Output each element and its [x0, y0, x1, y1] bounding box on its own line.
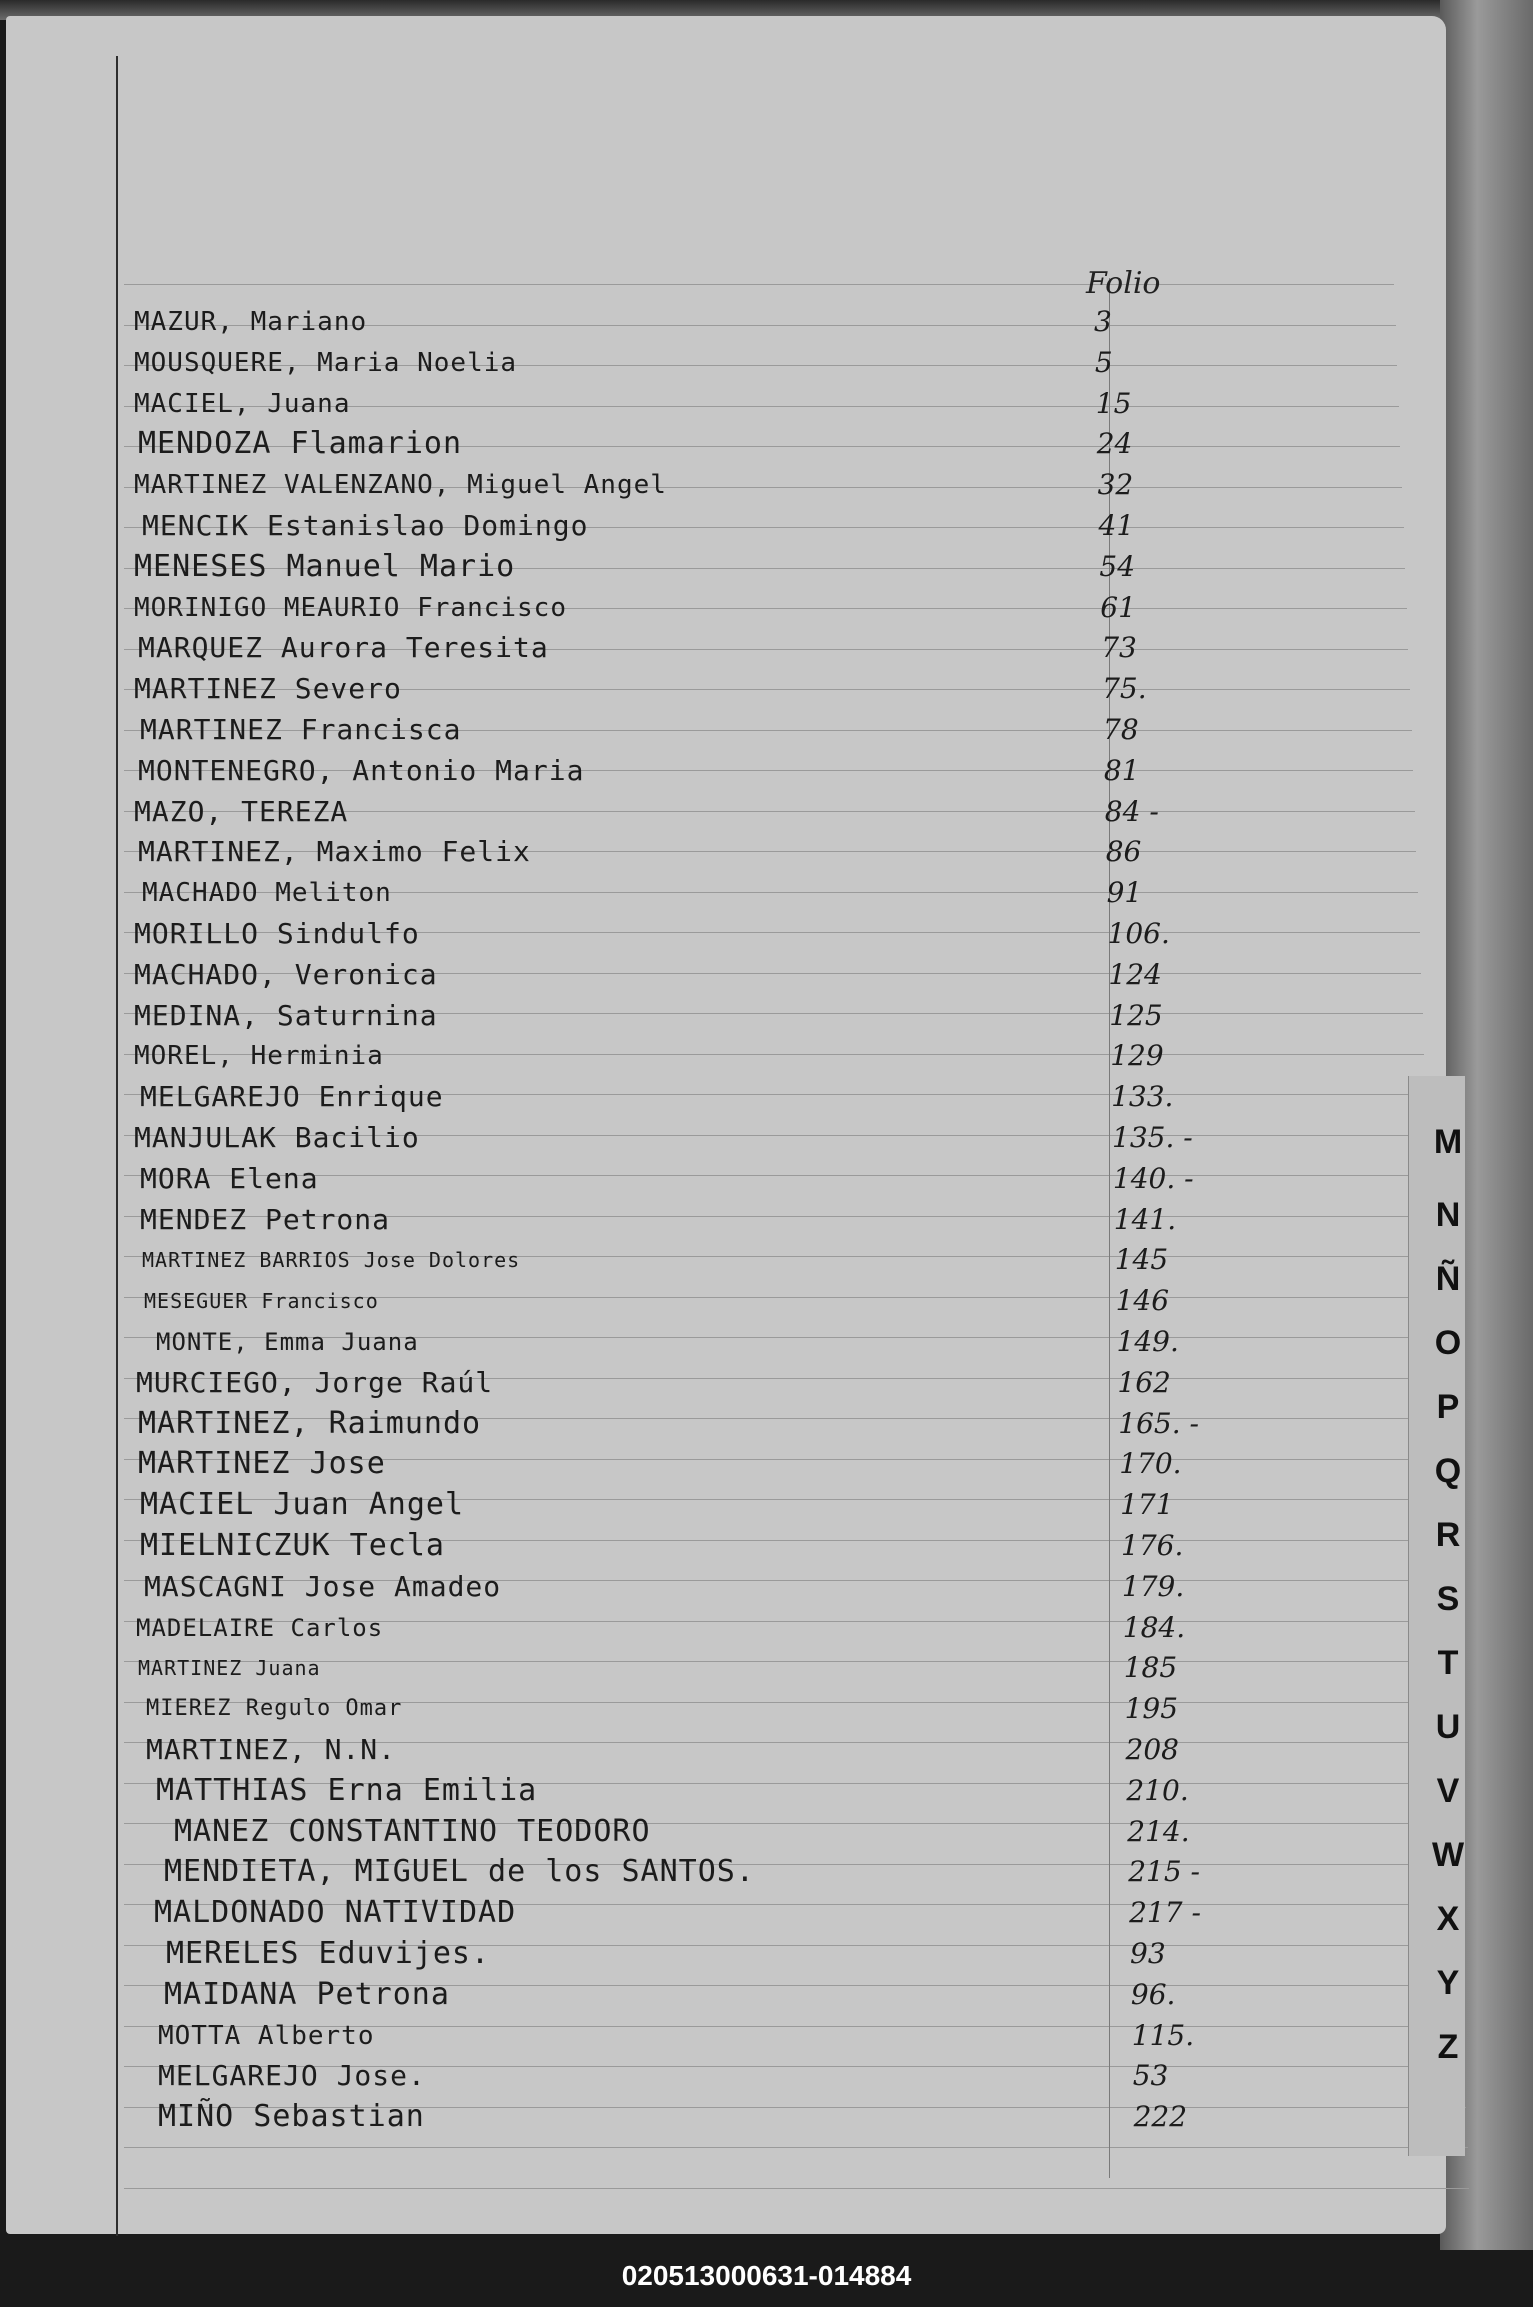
- ledger-entry: [6, 1200, 1506, 1240]
- ledger-entry: [6, 424, 1506, 464]
- entry-name: MIELNICZUK Tecla: [140, 1528, 445, 1563]
- entry-name: MALDONADO NATIVIDAD: [154, 1895, 517, 1931]
- entry-folio: 41: [1098, 509, 1135, 542]
- entry-name: MAIDANA Petrona: [164, 1976, 450, 2012]
- entry-name: MENDEZ Petrona: [140, 1202, 391, 1236]
- entry-name: MARTINEZ Jose: [138, 1446, 386, 1482]
- ledger-entry: [6, 1812, 1506, 1852]
- entry-name: MOREL, Herminia: [134, 1041, 384, 1072]
- ledger-entry: [6, 873, 1506, 913]
- entry-folio: 96.: [1130, 1977, 1176, 2011]
- entry-name: MATTHIAS Erna Emilia: [156, 1772, 538, 1808]
- index-tab[interactable]: Y: [1436, 1964, 1460, 2002]
- entry-folio: 125: [1109, 998, 1163, 1032]
- ledger-entry: [6, 1322, 1506, 1362]
- entry-folio: 208: [1125, 1733, 1179, 1766]
- entry-folio: 162: [1117, 1365, 1171, 1399]
- ledger-entry: [6, 547, 1506, 587]
- entry-name: MENDIETA, MIGUEL de los SANTOS.: [164, 1854, 755, 1890]
- ledger-entry: [6, 1771, 1506, 1811]
- entry-name: MIÑO Sebastian: [158, 2099, 425, 2135]
- entry-folio: 222: [1133, 2100, 1188, 2134]
- entry-name: MARTINEZ, Maximo Felix: [138, 835, 531, 869]
- entry-folio: 170.: [1119, 1447, 1182, 1481]
- index-tab[interactable]: Z: [1437, 2028, 1459, 2066]
- ledger-entry: [6, 302, 1506, 342]
- entry-folio: 146: [1115, 1284, 1170, 1318]
- entry-folio: 3: [1094, 305, 1112, 338]
- entry-folio: 86: [1105, 835, 1142, 869]
- ledger-entry: [6, 1077, 1506, 1117]
- entry-name: MOUSQUERE, Maria Noelia: [134, 347, 518, 378]
- ruled-line: [124, 2188, 1469, 2189]
- ledger-entry: [6, 710, 1506, 750]
- index-tab[interactable]: P: [1436, 1388, 1460, 1426]
- index-tab[interactable]: N: [1435, 1196, 1461, 1234]
- entry-name: MARTINEZ, Raimundo: [138, 1405, 482, 1441]
- ledger-entry: [6, 751, 1506, 791]
- entry-folio: 214.: [1127, 1814, 1190, 1848]
- entry-name: MORINIGO MEAURIO Francisco: [134, 592, 567, 623]
- entry-name: MANJULAK Bacilio: [134, 1121, 420, 1154]
- entry-name: MASCAGNI Jose Amadeo: [144, 1569, 502, 1603]
- entry-folio: 141.: [1113, 1202, 1177, 1236]
- entry-folio: 81: [1103, 753, 1140, 787]
- ledger-entry: [6, 1240, 1506, 1280]
- entry-folio: 129: [1110, 1039, 1164, 1073]
- entry-folio: 5: [1094, 345, 1113, 379]
- index-tab[interactable]: V: [1436, 1772, 1460, 1810]
- entry-name: MONTE, Emma Juana: [156, 1328, 419, 1356]
- entry-folio: 210.: [1126, 1773, 1189, 1807]
- entry-folio: 195: [1124, 1692, 1179, 1726]
- ledger-entry: [6, 1648, 1506, 1688]
- ledger-entry: [6, 1567, 1506, 1607]
- ledger-entry: [6, 1975, 1506, 2015]
- ruled-line: [124, 284, 1394, 285]
- entry-name: MARQUEZ Aurora Teresita: [138, 631, 549, 665]
- index-tab[interactable]: W: [1431, 1836, 1465, 1874]
- entry-name: MESEGUER Francisco: [144, 1289, 379, 1314]
- entry-name: MENESES Manuel Mario: [134, 548, 516, 584]
- ledger-entry: [6, 1363, 1506, 1403]
- index-tab[interactable]: Ñ: [1435, 1260, 1461, 1298]
- entry-folio: 24: [1096, 427, 1133, 461]
- entry-folio: 135. -: [1112, 1121, 1193, 1154]
- index-tab[interactable]: U: [1435, 1708, 1461, 1746]
- entry-name: MENCIK Estanislao Domingo: [142, 509, 589, 542]
- document-id: 020513000631-014884: [621, 2260, 912, 2291]
- entry-folio: 124: [1108, 957, 1162, 991]
- entry-name: MONTENEGRO, Antonio Maria: [138, 753, 585, 787]
- ledger-entry: [6, 914, 1506, 954]
- entry-folio: 73: [1101, 631, 1137, 665]
- ledger-entry: [6, 1281, 1506, 1321]
- entry-folio: 84 -: [1104, 794, 1159, 828]
- entry-name: MIEREZ Regulo Omar: [146, 1696, 403, 1722]
- entry-folio: 115.: [1131, 2018, 1195, 2052]
- entry-folio: 106.: [1107, 917, 1170, 950]
- ledger-entry: [6, 1852, 1506, 1892]
- ledger-entry: [6, 1404, 1506, 1444]
- entry-folio: 145: [1114, 1243, 1169, 1277]
- entry-name: MACIEL, Juana: [134, 388, 351, 419]
- entry-name: MENDOZA Flamarion: [138, 426, 463, 462]
- entry-folio: 91: [1106, 876, 1143, 910]
- ledger-entry: [6, 2056, 1506, 2096]
- ledger-entry: [6, 1608, 1506, 1648]
- entry-name: MURCIEGO, Jorge Raúl: [136, 1365, 494, 1399]
- ledger-entry: [6, 628, 1506, 668]
- entry-folio: 53: [1132, 2059, 1169, 2093]
- entry-folio: 32: [1097, 468, 1134, 502]
- entry-folio: 140. -: [1112, 1161, 1194, 1195]
- entry-name: MARTINEZ, N.N.: [146, 1733, 397, 1766]
- ledger-entry: [6, 384, 1506, 424]
- ledger-entry: [6, 1036, 1506, 1076]
- ledger-entry: [6, 588, 1506, 628]
- entry-name: MELGAREJO Enrique: [140, 1080, 444, 1114]
- entry-name: MARTINEZ BARRIOS Jose Dolores: [142, 1248, 521, 1273]
- ledger-entry: [6, 1159, 1506, 1199]
- entry-name: MORILLO Sindulfo: [134, 917, 420, 950]
- entry-name: MOTTA Alberto: [158, 2020, 375, 2051]
- ledger-entry: [6, 506, 1506, 546]
- ledger-entry: [6, 996, 1506, 1036]
- ledger-entry: [6, 2016, 1506, 2056]
- entry-name: MARTINEZ VALENZANO, Miguel Angel: [134, 470, 667, 501]
- entry-folio: 215 -: [1128, 1855, 1200, 1889]
- ruled-line: [124, 2147, 1468, 2148]
- entry-name: MACHADO Meliton: [142, 878, 392, 909]
- entry-folio: 179.: [1121, 1569, 1185, 1603]
- ledger-entry: [6, 792, 1506, 832]
- index-tab[interactable]: X: [1436, 1900, 1460, 1938]
- entry-folio: 93: [1130, 1937, 1166, 1970]
- ledger-entry: [6, 1444, 1506, 1484]
- entry-folio: 15: [1095, 386, 1132, 420]
- entry-name: MEDINA, Saturnina: [134, 998, 438, 1032]
- entry-folio: 217 -: [1129, 1896, 1201, 1930]
- ledger-entry: [6, 1526, 1506, 1566]
- ledger-entry: [6, 955, 1506, 995]
- folio-header: Folio: [1086, 266, 1161, 301]
- ledger-entry: [6, 2097, 1506, 2137]
- ledger-entry: [6, 465, 1506, 505]
- entry-folio: 176.: [1121, 1529, 1184, 1562]
- index-tab[interactable]: O: [1434, 1324, 1462, 1362]
- ledger-entry: [6, 832, 1506, 872]
- entry-folio: 75.: [1102, 672, 1147, 706]
- entry-folio: 185: [1123, 1651, 1178, 1685]
- ledger-entry: [6, 1893, 1506, 1933]
- entry-folio: 133.: [1111, 1080, 1174, 1114]
- entry-folio: 165. -: [1118, 1406, 1200, 1440]
- ledger-page: [6, 16, 1465, 2234]
- entry-name: MACIEL Juan Angel: [140, 1487, 465, 1523]
- ledger-entry: [6, 1730, 1506, 1770]
- entry-name: MARTINEZ Francisca: [140, 713, 462, 746]
- alphabet-index-tabs: [1418, 1101, 1478, 2079]
- ledger-entry: [6, 1934, 1506, 1974]
- entry-name: MAZUR, Mariano: [134, 307, 368, 337]
- entry-folio: 61: [1100, 590, 1136, 624]
- entry-folio: 54: [1099, 549, 1136, 583]
- ledger-entry: [6, 1689, 1506, 1729]
- index-tab[interactable]: R: [1435, 1516, 1461, 1554]
- entry-name: MARTINEZ Juana: [138, 1656, 321, 1681]
- entry-folio: 184.: [1122, 1610, 1186, 1644]
- entry-name: MADELAIRE Carlos: [136, 1613, 384, 1642]
- ledger-entry: [6, 1485, 1506, 1525]
- index-tab[interactable]: M: [1433, 1123, 1463, 1161]
- entry-folio: 149.: [1116, 1325, 1179, 1358]
- entry-folio: 78: [1103, 713, 1139, 746]
- entry-name: MANEZ CONSTANTINO TEODORO: [174, 1813, 651, 1849]
- entry-name: MELGAREJO Jose.: [158, 2059, 426, 2093]
- entry-name: MAZO, TEREZA: [134, 794, 349, 828]
- entry-name: MACHADO, Veronica: [134, 957, 438, 991]
- entry-name: MERELES Eduvijes.: [166, 1936, 491, 1971]
- entry-name: MARTINEZ Severo: [134, 672, 402, 706]
- ledger-entry: [6, 669, 1506, 709]
- index-tab[interactable]: Q: [1434, 1452, 1462, 1490]
- entry-folio: 171: [1120, 1488, 1174, 1522]
- ledger-entry: [6, 343, 1506, 383]
- ledger-entry: [6, 1118, 1506, 1158]
- entry-name: MORA Elena: [140, 1161, 319, 1195]
- index-tab[interactable]: T: [1437, 1644, 1459, 1682]
- index-tab[interactable]: S: [1436, 1580, 1460, 1618]
